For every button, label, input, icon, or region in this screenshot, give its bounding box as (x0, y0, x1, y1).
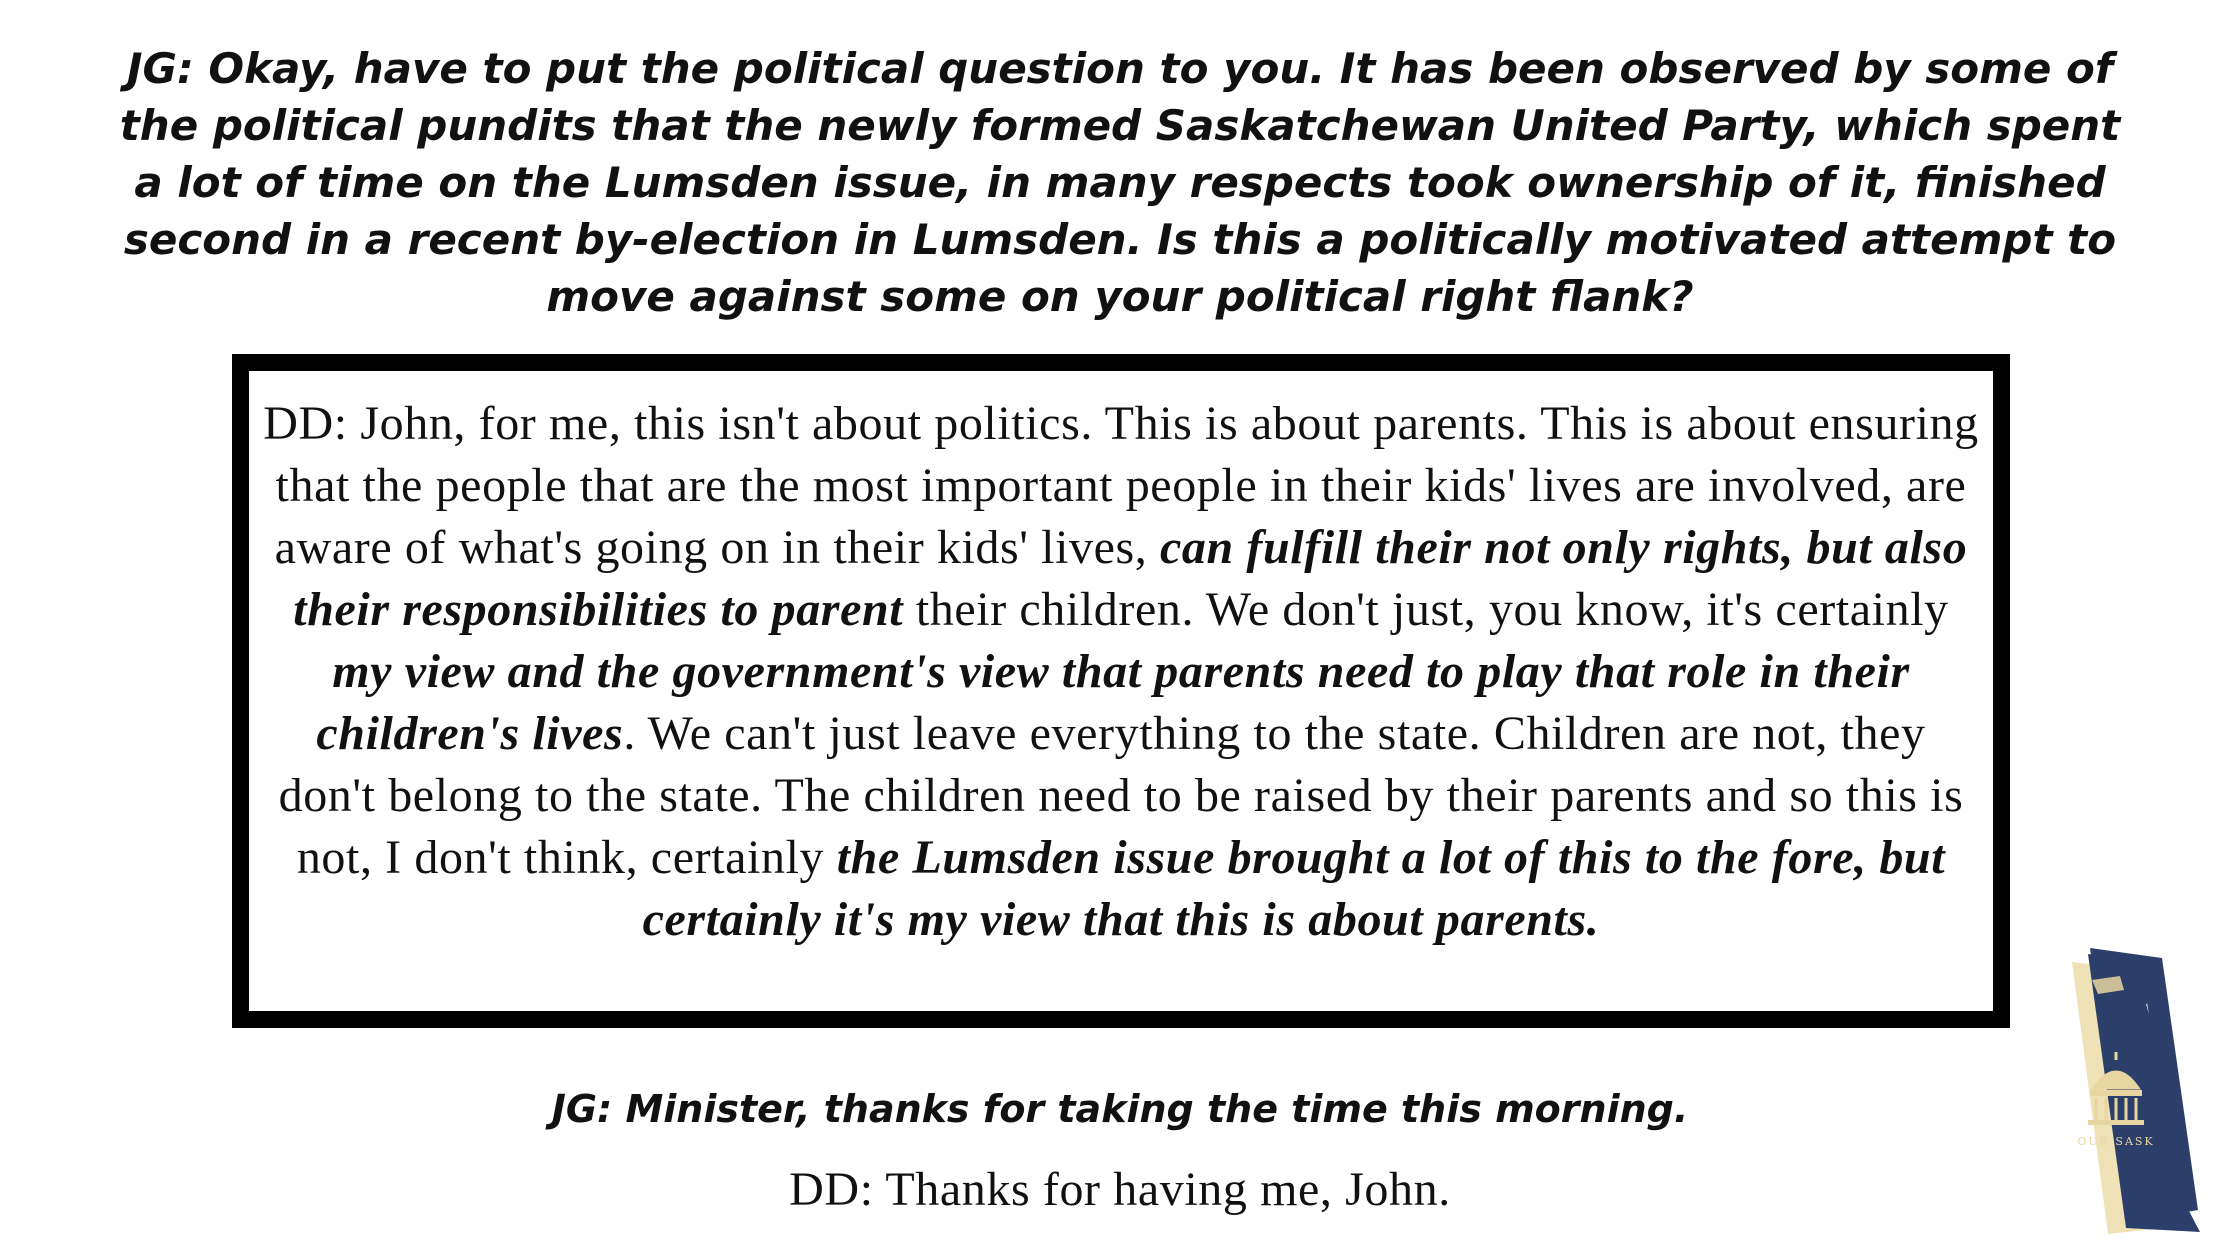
answer-emphasis-3: the Lumsden issue brought a lot of this to the fore, but certainly it's my view that this is about parents. (642, 831, 1946, 946)
logo-text: OUR SASK (2077, 1135, 2155, 1148)
answer-text-part-2: their children. We don't just, you know, it's certainly (903, 583, 1949, 636)
answer-quote-box (232, 354, 2010, 1028)
answer-text-part-1: DD: John, for me, this isn't about politics. This is about parents. This is about ensuring that the people that are the most important people in their kids' lives are involved, are aware of what's going on in their kids' lives, (263, 397, 1979, 574)
interviewer-closing: JG: Minister, thanks for taking the time this morning. (551, 1087, 1689, 1131)
minister-answer (249, 393, 1993, 951)
answer-emphasis-1: can fulfill their not only rights, but also their responsibilities to parent (293, 521, 1968, 636)
our-sask-logo (2050, 940, 2220, 1240)
interviewer-question: JG: Okay, have to put the political question to you. It has been observed by some of the political pundits that the newly formed Saskatchewan United Party, which spent a lot of time on the Lumsden issue, in many respects took ownership of it, finished second in a recent by-election in Lumsden. Is this a politically motivated attempt to move against some on your political right flank? (119, 44, 2121, 321)
minister-closing: DD: Thanks for having me, John. (789, 1163, 1451, 1216)
answer-emphasis-2: my view and the government's view that parents need to play that role in their children's lives (316, 645, 1910, 760)
answer-text-part-3: . We can't just leave everything to the state. Children are not, they don't belong to the state. The children need to be raised by their parents and so this is not, I don't think, certainly (278, 707, 1964, 884)
